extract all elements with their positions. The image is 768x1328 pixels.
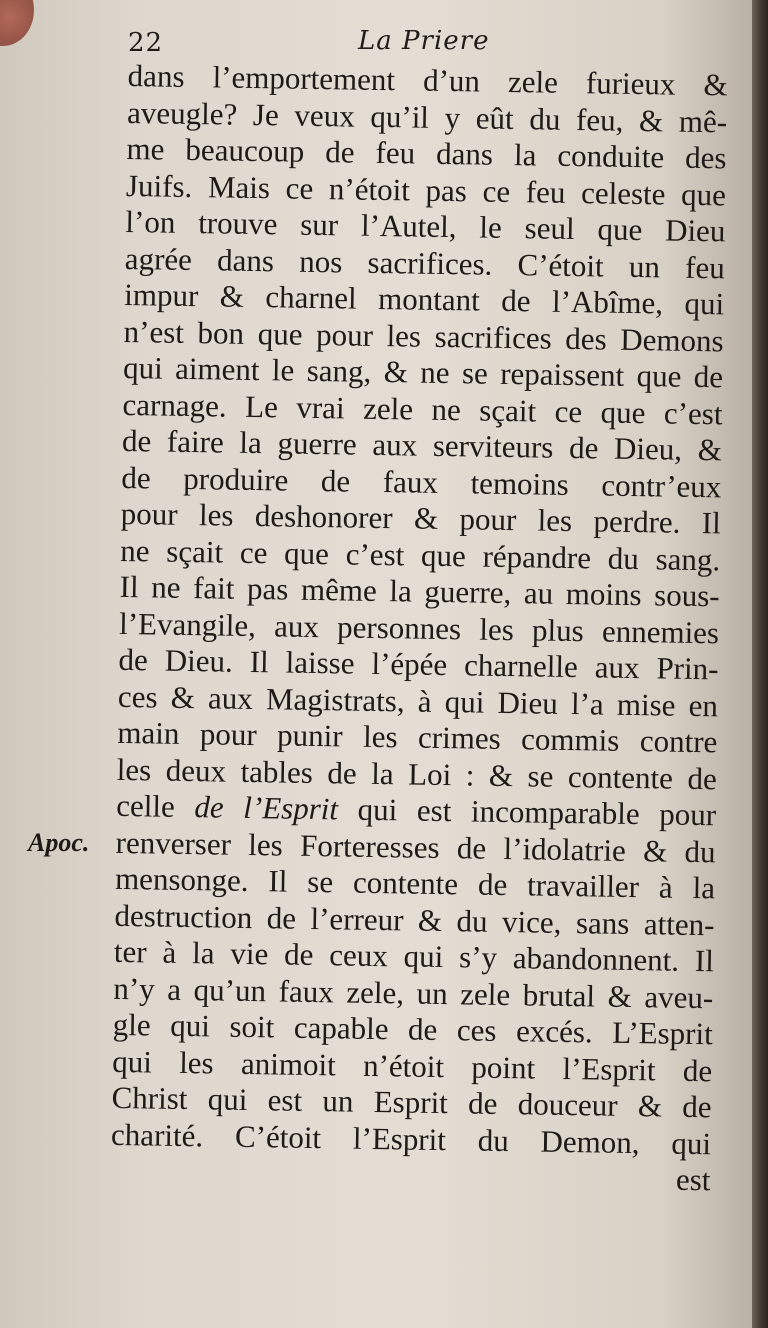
text-line: ces & aux Magistrats, à qui Dieu l’a mise en <box>117 678 719 723</box>
text-line: qui aiment le sang, & ne se repaissent que de <box>122 349 724 395</box>
text-line: n’est bon que pour les sacrifices des Demons <box>123 313 724 358</box>
text-line: l’on trouve sur l’Autel, le seul que Dieu <box>125 203 726 249</box>
text-segment: celle <box>115 787 195 825</box>
text-line: qui les animoit n’étoit point l’Esprit de <box>111 1043 713 1088</box>
text-line: Il ne fait pas même la guerre, au moins sous- <box>119 568 720 614</box>
text-line: de faire la guerre aux serviteurs de Dieu, & <box>121 422 723 468</box>
text-line: de Dieu. Il laisse l’épée charnelle aux Prin- <box>118 641 719 687</box>
text-line: charité. C’étoit l’Esprit du Demon, qui <box>110 1116 712 1161</box>
text-segment: qui est incomparable pour <box>337 791 717 833</box>
text-line: carnage. Le vrai zele ne sçait ce que c’est <box>122 386 723 431</box>
text-line: mensonge. Il se contente de travailler à la <box>114 860 716 906</box>
body-text <box>110 58 740 1199</box>
text-line: ne sçait ce que c’est que répandre du sang. <box>119 532 721 577</box>
running-title: La Priere <box>358 26 490 56</box>
thumb <box>0 0 34 46</box>
text-line: l’Evangile, aux personnes les plus ennemies <box>118 605 720 650</box>
page-number: 22 <box>128 28 164 58</box>
catchword: est <box>675 1161 711 1198</box>
text-line: agrée dans nos sacrifices. C’étoit un feu <box>124 240 726 285</box>
page-edge <box>752 0 768 1328</box>
text-line: gle qui soit capable de ces excés. L’Esprit <box>112 1006 714 1052</box>
text-line: pour les deshonorer & pour les perdre. Il <box>120 495 722 541</box>
text-line: n’y a qu’un faux zele, un zele brutal & aveu- <box>113 970 714 1015</box>
text-line: ter à la vie de ceux qui s’y abandonnent. Il <box>113 933 715 979</box>
margin-note: Apoc. <box>28 828 90 857</box>
text-line: de produire de faux temoins contr’eux <box>121 459 722 504</box>
text-line: main pour punir les crimes commis contre <box>117 714 718 760</box>
text-line: Juifs. Mais ce n’étoit pas ce feu celeste que <box>125 167 727 212</box>
text-line: renverser les Forteresses de l’idolatrie & du <box>115 824 716 869</box>
page-header <box>128 22 728 62</box>
text-line: dans l’emportement d’un zele furieux & <box>127 58 728 103</box>
text-line: me beaucoup de feu dans la conduite des <box>126 130 727 176</box>
text-line: les deux tables de la Loi : & se contente de <box>116 751 718 796</box>
text-line: Christ qui est un Esprit de douceur & de <box>111 1079 712 1125</box>
italic-text-segment: de l’Esprit <box>194 789 339 827</box>
text-line: impur & charnel montant de l’Abîme, qui <box>124 276 725 322</box>
text-line: destruction de l’erreur & du vice, sans atten- <box>114 897 715 942</box>
text-line: aveugle? Je veux qu’il y eût du feu, & mê- <box>126 94 728 139</box>
